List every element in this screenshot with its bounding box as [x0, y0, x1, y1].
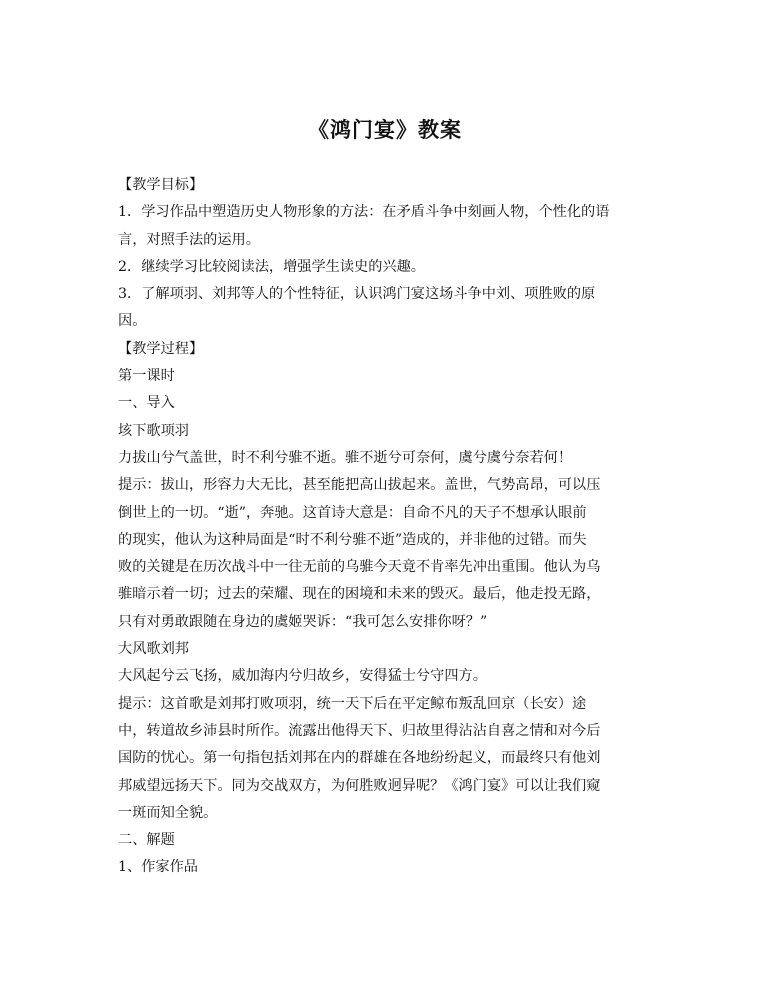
text-line: 提示：拔山，形容力大无比，甚至能把高山拔起来。盖世，气势高昂，可以压	[118, 477, 601, 494]
text-line: 2．继续学习比较阅读法，增强学生读史的兴趣。	[118, 258, 425, 275]
text-line: 垓下歌项羽	[118, 422, 189, 439]
text-line: 的现实，他认为这种局面是“时不利兮骓不逝”造成的，并非他的过错。而失	[118, 531, 587, 548]
text-line: 国防的忧心。第一句指包括刘邦在内的群雄在各地纷纷起义，而最终只有他刘	[118, 750, 601, 767]
text-line: 因。	[118, 313, 147, 330]
text-line: 提示：这首歌是刘邦打败项羽，统一天下后在平定鲸布叛乱回京（长安）途	[118, 695, 587, 712]
document-title: 《鸿门宴》教案	[308, 117, 462, 142]
text-line: 力拔山兮气盖世，时不利兮骓不逝。骓不逝兮可奈何，虞兮虞兮奈若何！	[118, 449, 573, 466]
text-line: 【教学过程】	[118, 340, 204, 357]
text-line: 言，对照手法的运用。	[118, 231, 260, 248]
text-line: 二、解题	[118, 832, 175, 849]
text-line: 一、导入	[118, 395, 175, 412]
text-line: 3．了解项羽、刘邦等人的个性特征，认识鸿门宴这场斗争中刘、项胜败的原	[118, 286, 596, 303]
text-line: 1、作家作品	[118, 859, 198, 876]
text-line: 只有对勇敢跟随在身边的虞姬哭诉：“我可怎么安排你呀？”	[118, 613, 488, 630]
text-line: 中，转道故乡沛县时所作。流露出他得天下、归故里得沾沾自喜之情和对今后	[118, 722, 601, 739]
text-line: 第一课时	[118, 368, 175, 385]
text-line: 【教学目标】	[118, 177, 204, 193]
text-line: 一斑而知全貌。	[118, 804, 218, 821]
text-line: 败的关键是在历次战斗中一往无前的乌骓今天竟不肯率先冲出重围。他认为乌	[118, 559, 601, 576]
text-line: 骓暗示着一切；过去的荣耀、现在的困境和未来的毁灭。最后，他走投无路，	[118, 586, 601, 603]
text-line: 倒世上的一切。“逝”，奔驰。这首诗大意是：自命不凡的天子不想承认眼前	[118, 504, 587, 521]
text-line: 大风起兮云飞扬，威加海内兮归故乡，安得猛士兮守四方。	[118, 668, 487, 685]
text-line: 邦威望远扬天下。同为交战双方，为何胜败迥异呢？《鸿门宴》可以让我们窥	[118, 777, 601, 794]
text-line: 1．学习作品中塑造历史人物形象的方法：在矛盾斗争中刻画人物，个性化的语	[118, 204, 610, 221]
document-body	[118, 172, 658, 882]
text-line: 大风歌刘邦	[118, 641, 189, 658]
